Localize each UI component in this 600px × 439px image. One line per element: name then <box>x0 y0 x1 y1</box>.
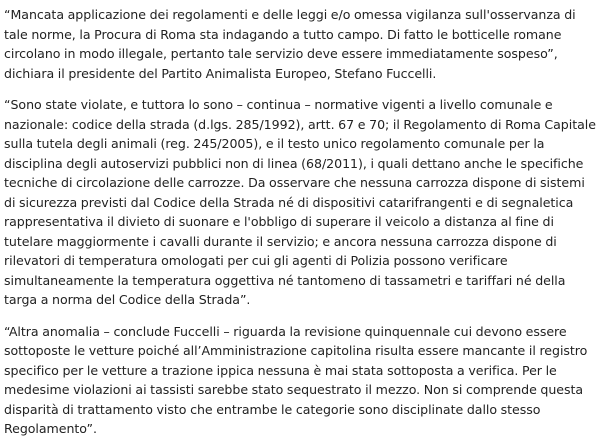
paragraph-3: “Altra anomalia – conclude Fuccelli – riguarda la revisione quinquennale cui devono essere sottoposte le vetture poiché all’Amministrazione capitolina risulta essere mancante il registro specifico per le vetture a trazione ippica nessuna è mai stata sottoposta a verifica. Per le medesime violazioni ai tassisti sarebbe stato sequestrato il mezzo. Non si comprende questa disparità di trattamento visto che entrambe le categorie sono disciplinate dallo stesso Regolamento”. <box>4 323 588 436</box>
paragraph-1: “Mancata applicazione dei regolamenti e delle leggi e/o omessa vigilanza sull'osservanza di tale norme, la Procura di Roma sta indagando a tutto campo. Di fatto le botticelle romane circolano in modo illegale, pertanto tale servizio deve essere immediatamente sospeso”, dichiara il presidente del Partito Animalista Europeo, Stefano Fuccelli. <box>4 7 576 81</box>
paragraph-2: “Sono state violate, e tuttora lo sono – continua – normative vigenti a livello comunale e nazionale: codice della strada (d.lgs. 285/1992), artt. 67 e 70; il Regolamento di Roma Capitale sulla tutela degli animali (reg. 245/2005), e il testo unico regolamento comunale per la disciplina degli autoservizi pubblici non di linea (68/2011), i quali dettano anche le specifiche tecniche di circolazione delle carrozze. Da osservare che nessuna carrozza dispone di sistemi di sicurezza previsti dal Codice della Strada né di dispositivi catarifrangenti e di segnaletica rappresentativa il divieto di suonare e l'obbligo di superare il veicolo a distanza al fine di tutelare maggiormente i cavalli durante il servizio; e ancora nessuna carrozza dispone di rilevatori di temperatura omologati per cui gli agenti di Polizia possono verificare simultaneamente la temperatura oggettiva né tantomeno di tassametri e tariffari né della targa a norma del Codice della Strada”. <box>4 97 596 307</box>
